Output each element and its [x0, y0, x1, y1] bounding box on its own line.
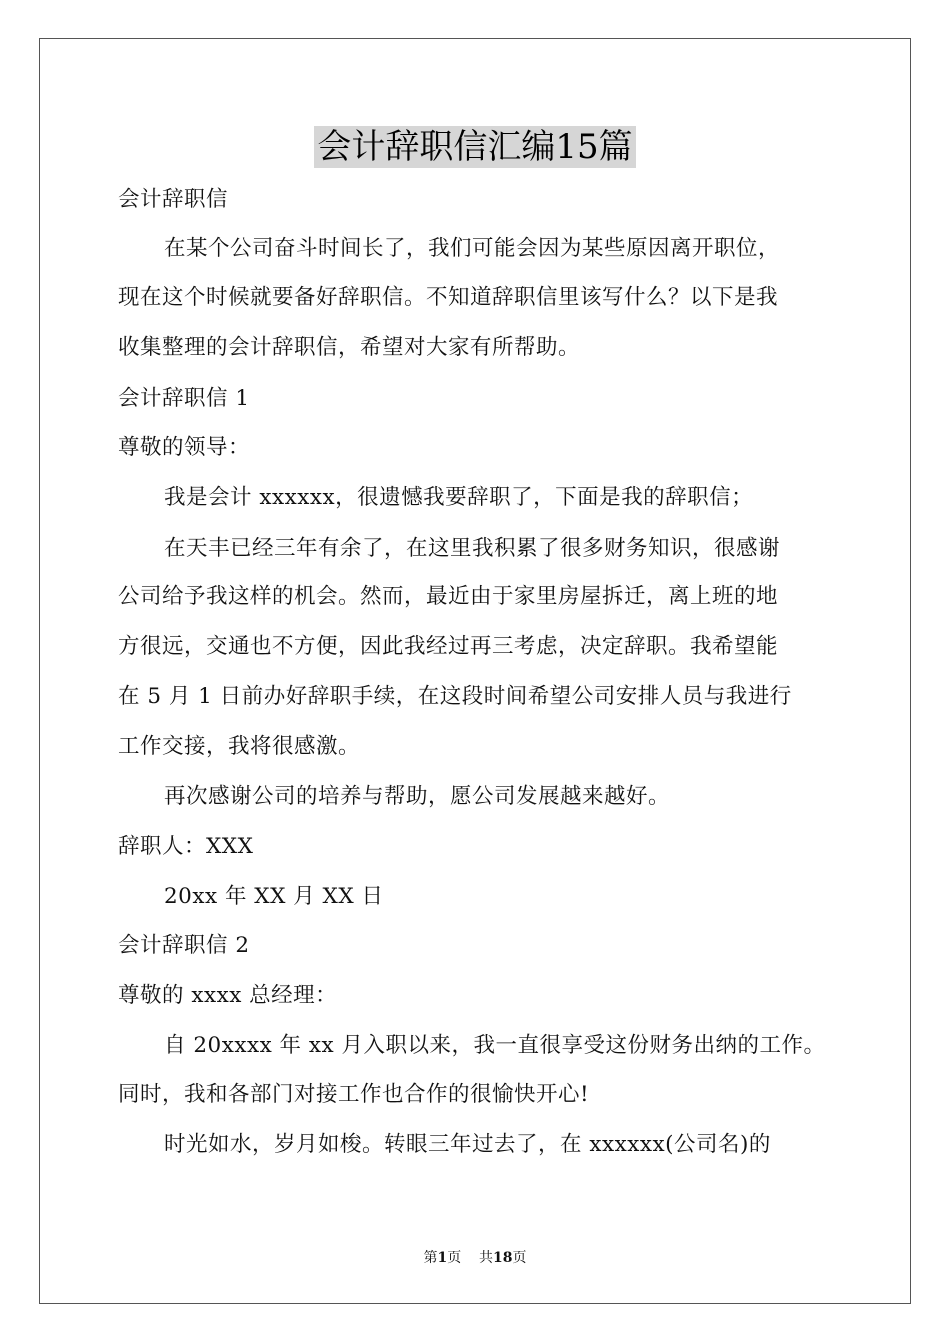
paragraph-line: 收集整理的会计辞职信，希望对大家有所帮助。: [118, 335, 581, 360]
paragraph-line: 公司给予我这样的机会。然而，最近由于家里房屋拆迁，离上班的地: [118, 584, 779, 609]
signature-name: 辞职人：XXX: [118, 834, 254, 859]
paragraph-line: 同时，我和各部门对接工作也合作的很愉快开心!: [118, 1082, 590, 1107]
paragraph-line: 自 20xxxx 年 xx 月入职以来，我一直很享受这份财务出纳的工作。: [164, 1033, 826, 1058]
salutation: 尊敬的 xxxx 总经理：: [118, 983, 338, 1008]
page-border: [39, 38, 911, 1304]
document-title: 会计辞职信汇编15篇: [314, 126, 635, 168]
footer-total-pages: 18: [493, 1250, 513, 1266]
title-container: [0, 126, 950, 168]
paragraph-line: 在 5 月 1 日前办好辞职手续，在这段时间希望公司安排人员与我进行: [118, 684, 792, 709]
page-footer: [0, 1249, 950, 1267]
paragraph-line: 我是会计 xxxxxx，很遗憾我要辞职了，下面是我的辞职信；: [164, 485, 754, 510]
paragraph-line: 工作交接，我将很感激。: [118, 734, 361, 759]
paragraph-line: 现在这个时候就要备好辞职信。不知道辞职信里该写什么？以下是我: [118, 285, 779, 310]
paragraph-line: 再次感谢公司的培养与帮助，愿公司发展越来越好。: [164, 784, 671, 809]
paragraph-line: 方很远，交通也不方便，因此我经过再三考虑，决定辞职。我希望能: [118, 634, 779, 659]
paragraph-line: 时光如水，岁月如梭。转眼三年过去了，在 xxxxxx(公司名)的: [164, 1132, 771, 1157]
footer-page-number: 1: [437, 1250, 448, 1266]
footer-middle: 页 共: [447, 1250, 494, 1266]
paragraph-line: 在天丰已经三年有余了，在这里我积累了很多财务知识，很感谢: [164, 536, 781, 561]
footer-prefix: 第: [423, 1250, 438, 1266]
footer-suffix: 页: [512, 1250, 527, 1266]
paragraph-line: 在某个公司奋斗时间长了，我们可能会因为某些原因离开职位，: [164, 236, 781, 261]
signature-date: 20xx 年 XX 月 XX 日: [164, 884, 384, 909]
section-heading: 会计辞职信 2: [118, 933, 250, 958]
section-heading: 会计辞职信: [118, 187, 229, 212]
salutation: 尊敬的领导：: [118, 435, 251, 460]
section-heading: 会计辞职信 1: [118, 386, 250, 411]
